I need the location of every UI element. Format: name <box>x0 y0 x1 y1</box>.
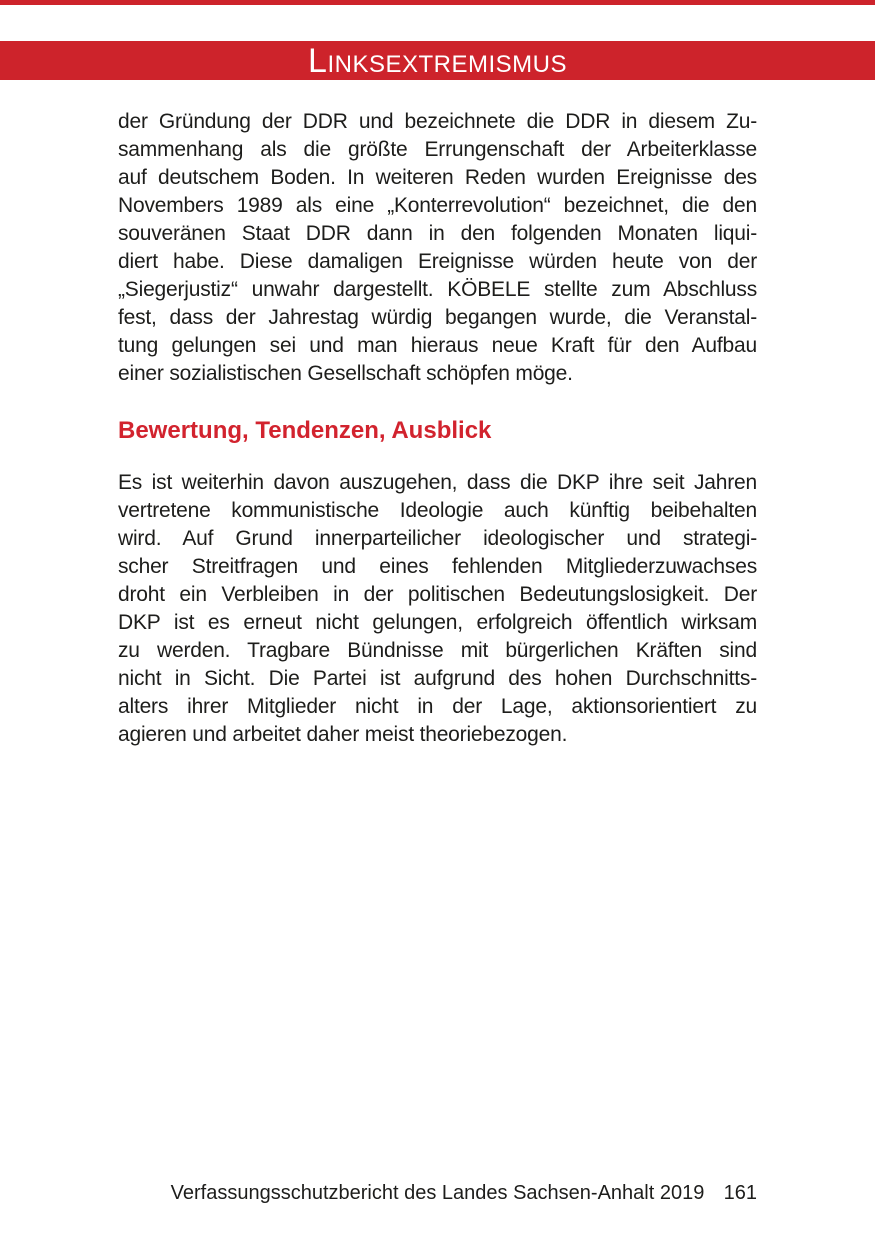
top-edge-rule <box>0 0 875 5</box>
section-heading: Bewertung, Tendenzen, Ausblick <box>118 417 492 444</box>
page-footer <box>118 1180 757 1206</box>
text-line: zu werden. Tragbare Bündnisse mit bürgerlichen Kräften sind <box>118 639 757 662</box>
text-line: alters ihrer Mitglieder nicht in der Lage, aktionsorientiert zu <box>118 695 757 718</box>
page-number: 161 <box>723 1182 757 1204</box>
text-line: tung gelungen sei und man hieraus neue Kraft für den Aufbau <box>118 334 757 357</box>
text-line: einer sozialistischen Gesellschaft schöpfen möge. <box>118 362 573 385</box>
text-line: auf deutschem Boden. In weiteren Reden wurden Ereignisse des <box>118 166 757 189</box>
chapter-title: LINKSEXTREMISMUS <box>308 41 567 80</box>
body-paragraph-1 <box>118 108 757 388</box>
text-line: Novembers 1989 als eine „Konterrevolution“ bezeichnet, die den <box>118 194 757 217</box>
text-line: souveränen Staat DDR dann in den folgenden Monaten liqui- <box>118 222 757 245</box>
text-line: vertretene kommunistische Ideologie auch künftig beibehalten <box>118 499 757 522</box>
text-line: „Siegerjustiz“ unwahr dargestellt. KÖBELE stellte zum Abschluss <box>118 278 757 301</box>
text-line: agieren und arbeitet daher meist theoriebezogen. <box>118 723 568 746</box>
text-line: sammenhang als die größte Errungenschaft der Arbeiterklasse <box>118 138 757 161</box>
text-line: DKP ist es erneut nicht gelungen, erfolgreich öffentlich wirksam <box>118 611 757 634</box>
text-line: wird. Auf Grund innerparteilicher ideologischer und strategi- <box>118 527 757 550</box>
text-line: der Gründung der DDR und bezeichnete die DDR in diesem Zu- <box>118 110 757 133</box>
text-line: droht ein Verbleiben in der politischen Bedeutungslosigkeit. Der <box>118 583 757 606</box>
footer-report-title: Verfassungsschutzbericht des Landes Sachsen-Anhalt 2019 <box>170 1182 705 1204</box>
text-line: scher Streitfragen und eines fehlenden Mitgliederzuwachses <box>118 555 757 578</box>
text-line: Es ist weiterhin davon auszugehen, dass die DKP ihre seit Jahren <box>118 471 757 494</box>
text-line: diert habe. Diese damaligen Ereignisse würden heute von der <box>118 250 757 273</box>
body-paragraph-2 <box>118 469 757 749</box>
text-line: fest, dass der Jahrestag würdig begangen wurde, die Veranstal- <box>118 306 757 329</box>
chapter-header-band <box>0 41 875 80</box>
text-line: nicht in Sicht. Die Partei ist aufgrund des hohen Durchschnitts- <box>118 667 757 690</box>
